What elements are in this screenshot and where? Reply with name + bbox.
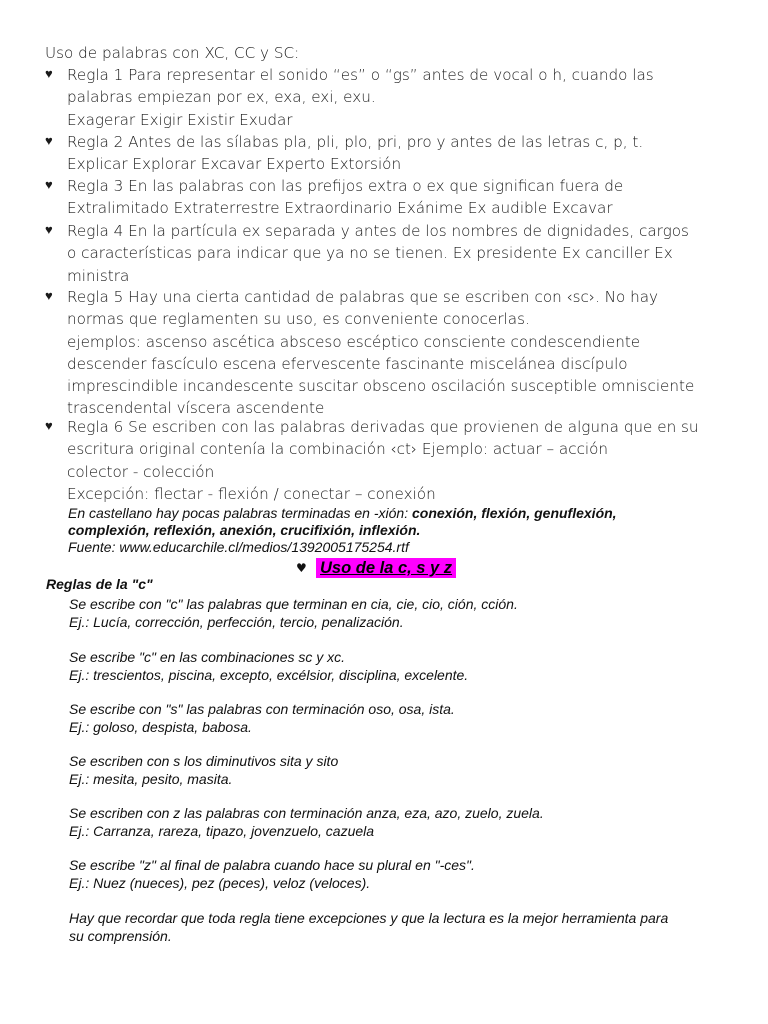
note-words-1: conexión, flexión, genuflexión, [411, 505, 617, 521]
rule-item-6 [45, 416, 745, 505]
block-rule-text: Se escriben con z las palabras con terminación anza, eza, azo, zuelo, zuela. [69, 805, 544, 821]
section-heading: Uso de la c, s y z [316, 558, 456, 578]
block-rule-text: Se escribe con "s" las palabras con terminación oso, osa, ista. [69, 701, 455, 717]
block-example-text: Ej.: goloso, despista, babosa. [69, 718, 252, 735]
rule-line: Explicar Explorar Excavar Experto Extorsión [67, 155, 402, 174]
rule-block-4 [69, 753, 749, 788]
subheading: Reglas de la "c" [46, 576, 153, 592]
block-example-text: Ej.: Nuez (nueces), pez (peces), veloz (veloces). [69, 874, 371, 891]
rule-item-3 [45, 175, 735, 220]
block-example-text: Ej.: trescientos, piscina, excepto, excélsior, disciplina, excelente. [69, 666, 469, 683]
block-rule-text: Hay que recordar que toda regla tiene excepciones y que la lectura es la mejor herramienta para [69, 910, 669, 926]
rule-line: normas que reglamenten su uso, es conveniente conocerlas. [67, 310, 530, 329]
rule-block-5 [69, 805, 749, 840]
document-title: Uso de palabras con XC, CC y SC: [45, 44, 300, 62]
rule-line: Regla 1 Para representar el sonido “es” o “gs” antes de vocal o h, cuando las [67, 66, 654, 84]
heart-bullet-icon: ♥ [296, 561, 307, 575]
rule-line: ejemplos: ascenso ascética absceso escéptico consciente condescendiente [67, 332, 641, 351]
rule-line: Regla 5 Hay una cierta cantidad de palabras que se escriben con ‹sc›. No hay [67, 288, 659, 306]
note-line-1 [68, 505, 748, 522]
note-intro: En castellano hay pocas palabras terminadas en -xión: [68, 505, 412, 521]
xion-note [68, 505, 748, 556]
rule-line: trascendental víscera ascendente [67, 399, 325, 418]
rule-line: Exagerar Exigir Existir Exudar [67, 110, 293, 129]
rule-line: descender fascículo escena efervescente fascinante miscelánea discípulo [67, 354, 628, 373]
heart-bullet-icon: ♥ [45, 67, 53, 82]
rule-line: imprescindible incandescente suscitar obsceno oscilación susceptible omnisciente [67, 377, 695, 396]
rule-line: Regla 4 En la partícula ex separada y antes de los nombres de dignidades, cargos [67, 222, 689, 240]
rule-item-2 [45, 131, 735, 176]
note-line-2 [68, 522, 748, 539]
rule-item-4 [45, 220, 735, 287]
rule-block-1 [69, 596, 749, 631]
rule-block-7 [69, 910, 749, 945]
block-rule-text: Se escribe "z" al final de palabra cuando hace su plural en "-ces". [69, 857, 475, 873]
section-heading-row [296, 558, 456, 578]
rule-block-2 [69, 649, 749, 684]
rule-item-1 [45, 64, 735, 131]
heart-bullet-icon: ♥ [45, 419, 53, 434]
note-source: Fuente: www.educarchile.cl/medios/1392005175254.rtf [68, 539, 409, 555]
rule-line: palabras empiezan por ex, exa, exi, exu. [67, 88, 376, 107]
rule-line: Regla 2 Antes de las sílabas pla, pli, plo, pri, pro y antes de las letras c, p, t. [67, 133, 644, 151]
block-rule-text: Se escriben con s los diminutivos sita y sito [69, 753, 339, 769]
rule-line: Regla 6 Se escriben con las palabras derivadas que provienen de alguna que en su [67, 418, 699, 436]
rule-line: escritura original contenía la combinación ‹ct› Ejemplo: actuar – acción [67, 440, 609, 459]
block-rule-text: Se escribe con "c" las palabras que terminan en cia, cie, cio, ción, cción. [69, 596, 518, 612]
rule-line: Regla 3 En las palabras con las prefijos extra o ex que significan fuera de [67, 177, 624, 195]
rule-line: o características para indicar que ya no se tienen. Ex presidente Ex canciller Ex [67, 244, 673, 263]
rule-line: Excepción: flectar - flexión / conectar – conexión [67, 484, 436, 503]
block-example-text: Ej.: mesita, pesito, masita. [69, 770, 233, 787]
block-example-text: Ej.: Lucía, corrección, perfección, tercio, penalización. [69, 613, 404, 630]
rule-line: Extralimitado Extraterrestre Extraordinario Exánime Ex audible Excavar [67, 199, 613, 218]
block-example-text: Ej.: Carranza, rareza, tipazo, jovenzuelo, cazuela [69, 822, 375, 839]
rule-line: colector - colección [67, 462, 215, 481]
heart-bullet-icon: ♥ [45, 178, 53, 193]
note-words-2: complexión, reflexión, anexión, crucifixión, inflexión. [68, 522, 421, 538]
heart-bullet-icon: ♥ [45, 289, 53, 304]
rule-block-6 [69, 857, 749, 892]
rule-line: ministra [67, 266, 130, 285]
rule-block-3 [69, 701, 749, 736]
heart-bullet-icon: ♥ [45, 134, 53, 149]
rule-item-5 [45, 286, 735, 420]
block-rule-text: Se escribe "c" en las combinaciones sc y xc. [69, 649, 346, 665]
block-example-text: su comprensión. [69, 927, 172, 944]
heart-bullet-icon: ♥ [45, 223, 53, 238]
